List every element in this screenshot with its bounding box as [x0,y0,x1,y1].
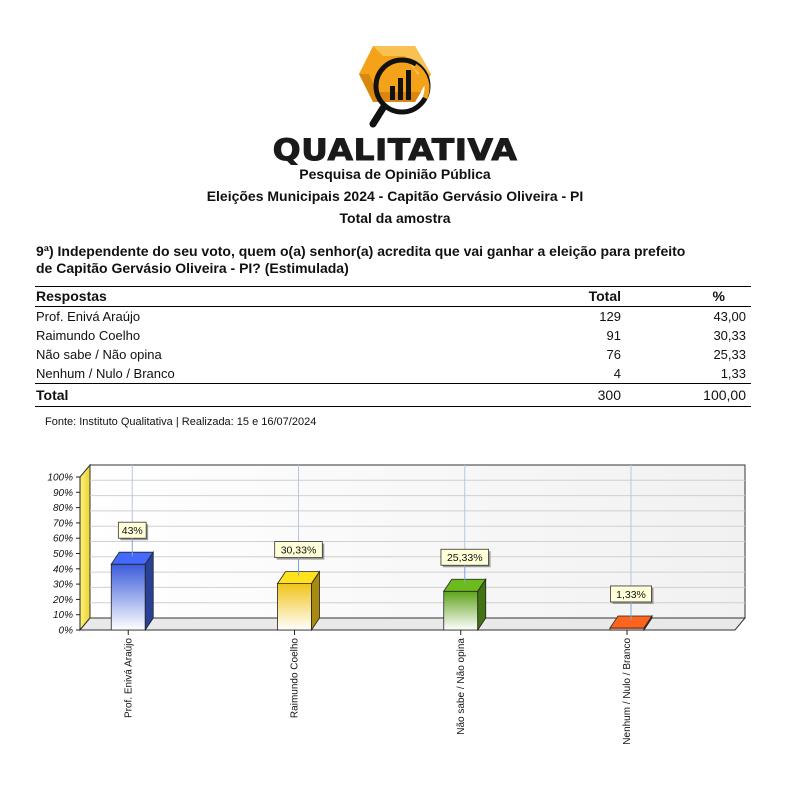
chart-bar [278,584,312,630]
chart-bar [111,564,145,630]
row-answer: Prof. Enivá Araújo [36,309,141,324]
row-pct: 25,33 [713,347,746,362]
chart-y-tick-label: 70% [52,518,73,530]
source-note: Fonte: Instituto Qualitativa | Realizada: 15 e 16/07/2024 [45,416,317,428]
logo-text: QUALITATIVA [272,131,518,168]
chart-y-tick-label: 90% [52,487,73,499]
results-table [35,286,751,407]
bar-chart [0,455,790,786]
row-total: 129 [599,309,621,324]
chart-x-tick-label: Prof. Enivá Araújo [123,638,135,719]
chart-y-tick-label: 0% [58,625,73,637]
header-total: Total [588,288,621,304]
table-row [35,345,751,364]
chart-x-tick-label: Não sabe / Não opina [455,638,467,735]
chart-y-tick-label: 20% [52,594,73,606]
row-total: 91 [606,328,621,343]
header-answer: Respostas [36,288,107,304]
chart-y-tick-label: 60% [52,533,73,545]
chart-y-tick-label: 100% [47,472,73,484]
row-pct: 43,00 [713,309,746,324]
election-title: Eleições Municipais 2024 - Capitão Gervásio Oliveira - PI [206,188,584,204]
chart-y-tick-label: 30% [52,579,73,591]
row-answer: Nenhum / Nulo / Branco [36,366,175,381]
table-row [35,326,751,345]
table-header-row [35,287,751,307]
total-label: Total [36,387,69,403]
chart-data-label: 30,33% [280,544,317,557]
chart-side-wall [80,465,90,630]
sample-title: Total da amostra [339,210,451,226]
total-count: 300 [597,387,621,403]
chart-x-tick-label: Nenhum / Nulo / Branco [622,638,633,745]
question-line-2: de Capitão Gervásio Oliveira - PI? (Estimulada) [36,260,349,276]
chart-y-tick-label: 10% [52,610,73,622]
chart-data-label: 1,33% [616,588,646,601]
row-total: 76 [606,347,621,362]
question-line-1: 9ª) Independente do seu voto, quem o(a) senhor(a) acredita que vai ganhar a eleição para prefeito [36,243,686,259]
table-total-row [35,384,751,407]
row-pct: 30,33 [713,328,746,343]
chart-bar-side [145,552,153,630]
chart-data-label: 43% [121,525,143,538]
chart-bar [444,591,478,630]
row-answer: Raimundo Coelho [36,328,141,343]
header-pct: % [712,288,725,304]
chart-y-tick-label: 50% [52,549,73,560]
chart-x-tick-label: Raimundo Coelho [289,638,301,719]
row-answer: Não sabe / Não opina [36,347,162,362]
chart-data-label: 25,33% [446,552,483,565]
chart-y-tick-label: 40% [52,564,73,576]
row-total: 4 [613,366,621,381]
row-pct: 1,33 [720,366,746,381]
logo-emblem [265,38,525,138]
table-row [35,307,751,327]
total-pct: 100,00 [703,387,746,403]
question-text [36,243,756,277]
table-row [35,364,751,384]
chart-y-tick-label: 80% [52,503,73,515]
survey-subtitle: Pesquisa de Opinião Pública [299,166,491,182]
qualitativa-logo [265,38,525,168]
